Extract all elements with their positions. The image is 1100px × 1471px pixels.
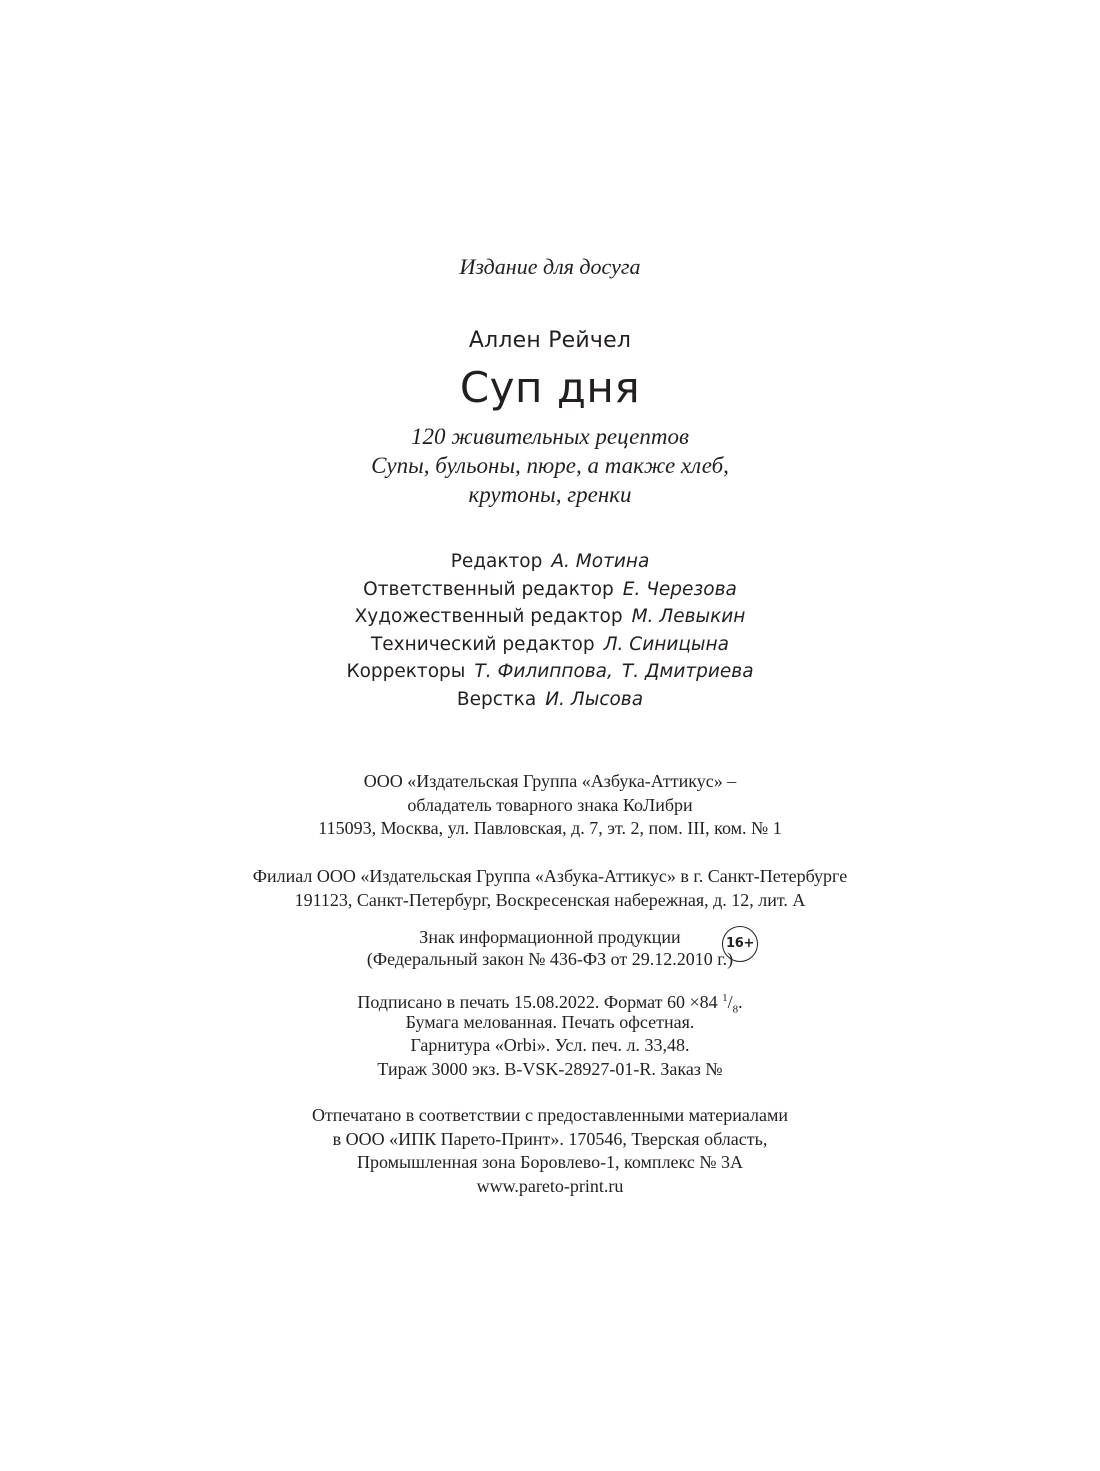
info-sign bbox=[0, 926, 1100, 970]
age-rating-badge: 16+ bbox=[722, 926, 758, 962]
branch-line: 191123, Санкт-Петербург, Воскресенская набережная, д. 12, лит. А bbox=[294, 889, 806, 910]
info-sign-law: (Федеральный закон № 436-ФЗ от 29.12.2010 г.) bbox=[366, 949, 734, 969]
credit-role: Редактор bbox=[450, 551, 543, 572]
printer-line: в ООО «ИПК Парето-Принт». 170546, Тверская область, bbox=[332, 1128, 768, 1149]
imprint-line: Подписано в печать 15.08.2022. Формат 60 ×84 $^1/_8$. bbox=[357, 992, 743, 1016]
format-numerator: 1 bbox=[722, 992, 728, 1004]
info-sign-line: Знак информационной продукции bbox=[419, 927, 681, 947]
branch-line: Филиал ООО «Издательская Группа «Азбука-Аттикус» в г. Санкт-Петербурге bbox=[252, 866, 848, 886]
credit-row bbox=[0, 686, 1100, 714]
credit-role: Ответственный редактор bbox=[363, 578, 614, 600]
series-label: Издание для досуга bbox=[459, 254, 641, 279]
credit-role: Художественный редактор bbox=[354, 606, 623, 627]
printer-line: Отпечатано в соответствии с предоставленными материалами bbox=[311, 1105, 789, 1125]
branch-info bbox=[0, 865, 1100, 912]
printer-info bbox=[0, 1104, 1100, 1198]
credit-name: Т. Филиппова, bbox=[474, 661, 613, 682]
printer-url: www.pareto-print.ru bbox=[476, 1175, 624, 1196]
credit-name: А. Мотина bbox=[551, 551, 650, 572]
credit-name: Т. Дмитриева bbox=[621, 661, 754, 682]
credit-name: И. Лысова bbox=[545, 688, 644, 710]
subtitle-line: крутоны, гренки bbox=[468, 482, 632, 507]
credit-row bbox=[0, 603, 1100, 631]
publisher-line: 115093, Москва, ул. Павловская, д. 7, эт. 2, пом. III, ком. № 1 bbox=[318, 818, 782, 838]
credit-row bbox=[0, 576, 1100, 604]
publisher-info bbox=[0, 770, 1100, 841]
format-suffix: . bbox=[738, 992, 743, 1012]
credit-name: Л. Синицына bbox=[603, 633, 729, 655]
publisher-line: обладатель товарного знака КоЛибри bbox=[407, 794, 693, 815]
imprint-signed: Подписано в печать 15.08.2022. Формат 60 ×84 bbox=[357, 992, 723, 1012]
credit-name: Е. Черезова bbox=[622, 578, 737, 600]
publisher-line: ООО «Издательская Группа «Азбука-Аттикус» – bbox=[363, 771, 737, 791]
credit-role: Верстка bbox=[456, 688, 537, 710]
credits-list bbox=[0, 548, 1100, 713]
credit-row bbox=[0, 631, 1100, 659]
subtitle-line: Супы, бульоны, пюре, а также хлеб, bbox=[371, 453, 729, 478]
credit-row bbox=[0, 658, 1100, 686]
credit-role: Технический редактор bbox=[371, 633, 595, 655]
imprint-line: Бумага мелованная. Печать офсетная. bbox=[405, 1011, 695, 1032]
book-subtitle bbox=[0, 422, 1100, 509]
imprint-line: Тираж 3000 экз. В-VSK-28927-01-R. Заказ № bbox=[377, 1058, 723, 1079]
credit-role: Корректоры bbox=[346, 661, 466, 682]
credit-name: М. Левыкин bbox=[631, 606, 746, 627]
imprint-info bbox=[0, 987, 1100, 1081]
printer-line: Промышленная зона Боровлево-1, комплекс № 3А bbox=[356, 1152, 743, 1172]
book-title: Суп дня bbox=[459, 363, 641, 412]
credit-row bbox=[0, 548, 1100, 576]
format-denominator: 8 bbox=[732, 1003, 739, 1016]
imprint-line: Гарнитура «Orbi». Усл. печ. л. 33,48. bbox=[410, 1035, 690, 1055]
subtitle-line: 120 живительных рецептов bbox=[411, 424, 689, 449]
author-name: Аллен Рейчел bbox=[468, 328, 632, 353]
